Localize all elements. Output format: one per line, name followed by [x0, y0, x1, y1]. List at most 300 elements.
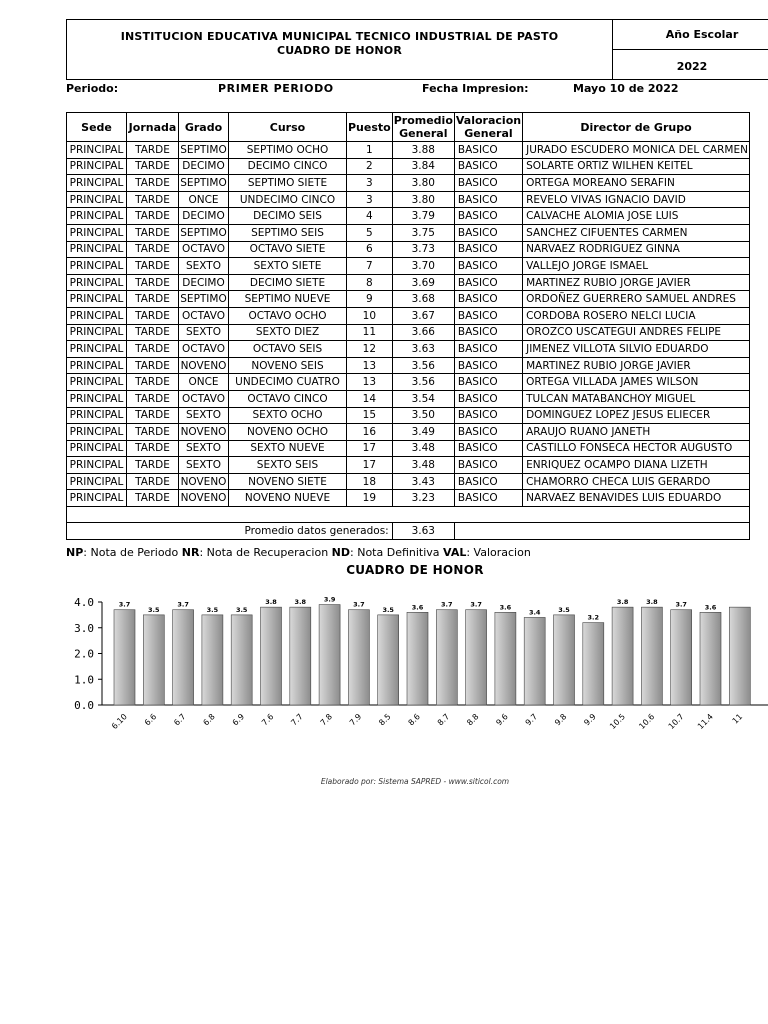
cell-sede: PRINCIPAL [67, 407, 127, 424]
cell-valoracion: BASICO [454, 374, 522, 391]
cell-director: NARVAEZ RODRIGUEZ GINNA [523, 241, 750, 258]
summary-row [67, 523, 750, 540]
legend-val-text: : Valoracion [466, 546, 531, 559]
table-row [67, 175, 750, 192]
cell-valoracion: BASICO [454, 175, 522, 192]
cell-jornada: TARDE [127, 324, 179, 341]
cell-puesto: 8 [347, 274, 393, 291]
cell-puesto: 9 [347, 291, 393, 308]
cell-director: ORTEGA MOREANO SERAFIN [523, 175, 750, 192]
table-row [67, 258, 750, 275]
x-tick-label: 8.6 [406, 712, 422, 728]
cell-sede: PRINCIPAL [67, 158, 127, 175]
report-subtitle: CUADRO DE HONOR [276, 44, 403, 57]
cell-valoracion: BASICO [454, 291, 522, 308]
y-tick-label: 4.0 [74, 596, 94, 609]
cell-grado: NOVENO [179, 490, 229, 507]
cell-valoracion: BASICO [454, 407, 522, 424]
cell-puesto: 2 [347, 158, 393, 175]
spacer-row [67, 507, 750, 523]
cell-curso: NOVENO SIETE [229, 473, 347, 490]
cell-puesto: 4 [347, 208, 393, 225]
table-header-row [67, 113, 750, 142]
bar [641, 607, 662, 705]
cell-puesto: 7 [347, 258, 393, 275]
cell-curso: SEPTIMO NUEVE [229, 291, 347, 308]
bar-value-label: 3.2 [587, 613, 600, 622]
cell-puesto: 17 [347, 457, 393, 474]
bar-value-label: 3.5 [206, 605, 219, 614]
cell-director: JIMENEZ VILLOTA SILVIO EDUARDO [523, 341, 750, 358]
header-year-divider [612, 49, 768, 50]
cell-director: VALLEJO JORGE ISMAEL [523, 258, 750, 275]
cell-director: CASTILLO FONSECA HECTOR AUGUSTO [523, 440, 750, 457]
cell-valoracion: BASICO [454, 258, 522, 275]
bar-value-label: 3.5 [382, 605, 394, 614]
cell-grado: OCTAVO [179, 341, 229, 358]
report-header [66, 19, 768, 80]
cell-puesto: 17 [347, 440, 393, 457]
cell-jornada: TARDE [127, 490, 179, 507]
x-tick-label: 7.8 [318, 712, 335, 728]
cell-director: CORDOBA ROSERO NELCI LUCIA [523, 307, 750, 324]
x-tick-label: 11.4 [695, 712, 715, 732]
fecha-value: Mayo 10 de 2022 [573, 82, 679, 95]
bar-value-label: 3.7 [353, 600, 365, 609]
cell-puesto: 3 [347, 191, 393, 208]
cell-promedio: 3.54 [392, 390, 454, 407]
cell-promedio: 3.80 [392, 175, 454, 192]
cell-jornada: TARDE [127, 457, 179, 474]
cell-curso: UNDECIMO CINCO [229, 191, 347, 208]
cell-jornada: TARDE [127, 407, 179, 424]
legend [66, 546, 531, 559]
cell-curso: SEXTO SEIS [229, 457, 347, 474]
x-tick-label: 9.7 [523, 712, 540, 728]
cell-promedio: 3.88 [392, 142, 454, 159]
cell-director: NARVAEZ BENAVIDES LUIS EDUARDO [523, 490, 750, 507]
summary-empty [454, 523, 749, 540]
honor-bar-chart [60, 590, 768, 740]
cell-valoracion: BASICO [454, 357, 522, 374]
cell-sede: PRINCIPAL [67, 142, 127, 159]
bar [554, 615, 575, 705]
x-tick-label: 10.5 [608, 712, 628, 732]
summary-value: 3.63 [392, 523, 454, 540]
cell-jornada: TARDE [127, 224, 179, 241]
table-row [67, 374, 750, 391]
cell-promedio: 3.48 [392, 440, 454, 457]
cell-valoracion: BASICO [454, 457, 522, 474]
year-label: Año Escolar [665, 28, 739, 41]
cell-puesto: 11 [347, 324, 393, 341]
table-row [67, 241, 750, 258]
cell-curso: NOVENO SEIS [229, 357, 347, 374]
legend-nr-abbr: NR [181, 546, 200, 559]
bar [378, 615, 399, 705]
cell-grado: OCTAVO [179, 307, 229, 324]
bar [700, 612, 721, 705]
footer: Elaborado por: Sistema SAPRED - www.siticol.com [320, 777, 510, 786]
cell-grado: ONCE [179, 191, 229, 208]
cell-sede: PRINCIPAL [67, 258, 127, 275]
cell-puesto: 13 [347, 357, 393, 374]
bar-value-label: 3.5 [148, 605, 160, 614]
x-tick-label: 7.7 [289, 712, 305, 728]
bar [173, 610, 194, 705]
x-tick-label: 10.7 [666, 712, 686, 732]
cell-jornada: TARDE [127, 390, 179, 407]
cell-grado: SEXTO [179, 457, 229, 474]
cell-jornada: TARDE [127, 258, 179, 275]
cell-sede: PRINCIPAL [67, 374, 127, 391]
cell-promedio: 3.69 [392, 274, 454, 291]
cell-sede: PRINCIPAL [67, 357, 127, 374]
bar-value-label: 3.7 [177, 600, 189, 609]
bar-value-label: 3.6 [499, 603, 512, 612]
cell-valoracion: BASICO [454, 473, 522, 490]
cell-sede: PRINCIPAL [67, 224, 127, 241]
cell-promedio: 3.43 [392, 473, 454, 490]
cell-valoracion: BASICO [454, 224, 522, 241]
cell-jornada: TARDE [127, 374, 179, 391]
cell-grado: ONCE [179, 374, 229, 391]
cell-sede: PRINCIPAL [67, 440, 127, 457]
cell-grado: OCTAVO [179, 390, 229, 407]
header-title-block [67, 30, 612, 58]
cell-jornada: TARDE [127, 142, 179, 159]
cell-director: ARAUJO RUANO JANETH [523, 424, 750, 441]
cell-grado: NOVENO [179, 357, 229, 374]
bar-value-label: 3.8 [646, 598, 658, 607]
table-row [67, 357, 750, 374]
cell-puesto: 13 [347, 374, 393, 391]
legend-nd-abbr: ND [331, 546, 351, 559]
col-header-grado: Grado [179, 113, 229, 142]
x-tick-label: 8.8 [465, 712, 481, 728]
cell-grado: SEPTIMO [179, 175, 229, 192]
bar [143, 615, 164, 705]
cell-promedio: 3.70 [392, 258, 454, 275]
x-tick-label: 6.7 [172, 712, 188, 728]
bar-value-label: 3.7 [470, 600, 482, 609]
table-row [67, 291, 750, 308]
cell-sede: PRINCIPAL [67, 424, 127, 441]
bar [671, 610, 692, 705]
col-header-director: Director de Grupo [523, 113, 750, 142]
bar-value-label: 3.5 [235, 605, 248, 614]
y-tick-label: 3.0 [74, 621, 94, 635]
honor-table [66, 112, 750, 540]
table-row [67, 142, 750, 159]
col-header-promedio: Promedio General [393, 114, 453, 140]
table-row [67, 224, 750, 241]
cell-jornada: TARDE [127, 274, 179, 291]
bar-value-label: 3.8 [265, 598, 277, 607]
cell-curso: NOVENO NUEVE [229, 490, 347, 507]
bar [495, 612, 516, 705]
bar [319, 605, 340, 705]
table-row [67, 191, 750, 208]
cell-jornada: TARDE [127, 341, 179, 358]
cell-puesto: 15 [347, 407, 393, 424]
cell-director: REVELO VIVAS IGNACIO DAVID [523, 191, 750, 208]
cell-jornada: TARDE [127, 357, 179, 374]
cell-director: ORTEGA VILLADA JAMES WILSON [523, 374, 750, 391]
col-header-curso: Curso [229, 113, 347, 142]
col-header-sede: Sede [67, 113, 127, 142]
cell-sede: PRINCIPAL [67, 191, 127, 208]
cell-curso: OCTAVO SEIS [229, 341, 347, 358]
cell-curso: SEPTIMO OCHO [229, 142, 347, 159]
bar-value-label: 3.4 [528, 608, 541, 617]
bar [466, 610, 487, 705]
bar [612, 607, 633, 705]
cell-valoracion: BASICO [454, 424, 522, 441]
cell-puesto: 3 [347, 175, 393, 192]
cell-curso: SEPTIMO SIETE [229, 175, 347, 192]
cell-promedio: 3.66 [392, 324, 454, 341]
cell-curso: NOVENO OCHO [229, 424, 347, 441]
x-tick-label: 7.6 [260, 712, 276, 728]
bar [729, 607, 750, 705]
cell-promedio: 3.50 [392, 407, 454, 424]
table-row [67, 324, 750, 341]
cell-valoracion: BASICO [454, 142, 522, 159]
table-row [67, 274, 750, 291]
table-row [67, 208, 750, 225]
cell-director: ORDOÑEZ GUERRERO SAMUEL ANDRES [523, 291, 750, 308]
cell-puesto: 1 [347, 142, 393, 159]
year-value: 2022 [676, 60, 708, 73]
cell-promedio: 3.49 [392, 424, 454, 441]
cell-grado: OCTAVO [179, 241, 229, 258]
legend-nr-text: : Nota de Recuperacion [199, 546, 332, 559]
cell-valoracion: BASICO [454, 341, 522, 358]
cell-jornada: TARDE [127, 191, 179, 208]
cell-jornada: TARDE [127, 175, 179, 192]
cell-promedio: 3.79 [392, 208, 454, 225]
cell-valoracion: BASICO [454, 307, 522, 324]
bar [348, 610, 369, 705]
cell-jornada: TARDE [127, 208, 179, 225]
cell-director: SANCHEZ CIFUENTES CARMEN [523, 224, 750, 241]
cell-jornada: TARDE [127, 440, 179, 457]
x-tick-label: 8.7 [435, 712, 452, 728]
cell-valoracion: BASICO [454, 208, 522, 225]
col-header-puesto: Puesto [347, 113, 393, 142]
bar-value-label: 3.8 [616, 598, 629, 607]
bar-value-label: 3.7 [675, 600, 687, 609]
cell-grado: SEXTO [179, 440, 229, 457]
x-tick-label: 11 [730, 712, 745, 726]
cell-promedio: 3.67 [392, 307, 454, 324]
x-tick-label: 6.10 [109, 712, 129, 732]
bar-value-label: 3.5 [558, 605, 570, 614]
cell-grado: SEPTIMO [179, 291, 229, 308]
cell-sede: PRINCIPAL [67, 341, 127, 358]
cell-sede: PRINCIPAL [67, 324, 127, 341]
cell-sede: PRINCIPAL [67, 291, 127, 308]
cell-puesto: 10 [347, 307, 393, 324]
cell-curso: OCTAVO SIETE [229, 241, 347, 258]
bar [231, 615, 252, 705]
cell-valoracion: BASICO [454, 390, 522, 407]
cell-director: MARTINEZ RUBIO JORGE JAVIER [523, 274, 750, 291]
cell-grado: DECIMO [179, 208, 229, 225]
table-row [67, 457, 750, 474]
bar [436, 610, 457, 705]
bar [114, 610, 135, 705]
cell-puesto: 12 [347, 341, 393, 358]
table-row [67, 341, 750, 358]
cell-grado: SEPTIMO [179, 142, 229, 159]
cell-grado: NOVENO [179, 473, 229, 490]
bar-value-label: 3.7 [118, 600, 131, 609]
cell-promedio: 3.68 [392, 291, 454, 308]
bar-value-label: 3.6 [704, 603, 717, 612]
cell-curso: OCTAVO OCHO [229, 307, 347, 324]
table-row [67, 490, 750, 507]
cell-director: ENRIQUEZ OCAMPO DIANA LIZETH [523, 457, 750, 474]
cell-valoracion: BASICO [454, 324, 522, 341]
x-tick-label: 6.6 [142, 712, 159, 728]
bar-value-label: 3.8 [294, 598, 307, 607]
cell-promedio: 3.73 [392, 241, 454, 258]
cell-director: CALVACHE ALOMIA JOSE LUIS [523, 208, 750, 225]
cell-valoracion: BASICO [454, 274, 522, 291]
cell-sede: PRINCIPAL [67, 457, 127, 474]
chart-title: CUADRO DE HONOR [346, 563, 484, 577]
y-tick-label: 1.0 [74, 673, 94, 687]
cell-grado: SEXTO [179, 407, 229, 424]
cell-grado: SEPTIMO [179, 224, 229, 241]
cell-director: SOLARTE ORTIZ WILHEN KEITEL [523, 158, 750, 175]
cell-puesto: 6 [347, 241, 393, 258]
cell-curso: SEXTO DIEZ [229, 324, 347, 341]
cell-curso: UNDECIMO CUATRO [229, 374, 347, 391]
bar [583, 623, 604, 705]
legend-np-text: : Nota de Periodo [83, 546, 182, 559]
cell-sede: PRINCIPAL [67, 241, 127, 258]
cell-puesto: 19 [347, 490, 393, 507]
cell-sede: PRINCIPAL [67, 473, 127, 490]
x-tick-label: 10.6 [637, 712, 657, 732]
cell-promedio: 3.63 [392, 341, 454, 358]
cell-promedio: 3.75 [392, 224, 454, 241]
cell-curso: SEPTIMO SEIS [229, 224, 347, 241]
cell-director: DOMINGUEZ LOPEZ JESUS ELIECER [523, 407, 750, 424]
cell-jornada: TARDE [127, 473, 179, 490]
cell-promedio: 3.56 [392, 374, 454, 391]
bar-value-label: 3.7 [441, 600, 453, 609]
cell-jornada: TARDE [127, 158, 179, 175]
cell-grado: DECIMO [179, 158, 229, 175]
periodo-label: Periodo: [66, 82, 119, 95]
cell-director: MARTINEZ RUBIO JORGE JAVIER [523, 357, 750, 374]
cell-puesto: 16 [347, 424, 393, 441]
cell-valoracion: BASICO [454, 191, 522, 208]
x-tick-label: 9.8 [553, 712, 569, 728]
cell-sede: PRINCIPAL [67, 175, 127, 192]
y-tick-label: 2.0 [74, 647, 94, 661]
cell-valoracion: BASICO [454, 158, 522, 175]
cell-curso: OCTAVO CINCO [229, 390, 347, 407]
cell-curso: SEXTO NUEVE [229, 440, 347, 457]
table-row [67, 307, 750, 324]
cell-grado: SEXTO [179, 258, 229, 275]
col-header-valoracion: Valoracion General [455, 114, 522, 140]
legend-nd-text: : Nota Definitiva [350, 546, 444, 559]
cell-curso: DECIMO SIETE [229, 274, 347, 291]
cell-puesto: 14 [347, 390, 393, 407]
periodo-value: PRIMER PERIODO [218, 82, 334, 95]
cell-jornada: TARDE [127, 241, 179, 258]
summary-label: Promedio datos generados: [67, 523, 393, 540]
cell-puesto: 18 [347, 473, 393, 490]
bar [407, 612, 428, 705]
bar [524, 617, 545, 705]
table-row [67, 390, 750, 407]
cell-sede: PRINCIPAL [67, 208, 127, 225]
cell-promedio: 3.84 [392, 158, 454, 175]
table-row [67, 407, 750, 424]
fecha-label: Fecha Impresion: [422, 82, 529, 95]
cell-promedio: 3.56 [392, 357, 454, 374]
cell-valoracion: BASICO [454, 241, 522, 258]
cell-curso: SEXTO SIETE [229, 258, 347, 275]
cell-promedio: 3.80 [392, 191, 454, 208]
cell-valoracion: BASICO [454, 490, 522, 507]
table-row [67, 473, 750, 490]
cell-grado: DECIMO [179, 274, 229, 291]
cell-director: CHAMORRO CHECA LUIS GERARDO [523, 473, 750, 490]
bar [261, 607, 282, 705]
cell-sede: PRINCIPAL [67, 490, 127, 507]
cell-director: TULCAN MATABANCHOY MIGUEL [523, 390, 750, 407]
bar [290, 607, 311, 705]
table-row [67, 440, 750, 457]
cell-promedio: 3.23 [392, 490, 454, 507]
cell-valoracion: BASICO [454, 440, 522, 457]
legend-np-abbr: NP [66, 546, 84, 559]
cell-director: OROZCO USCATEGUI ANDRES FELIPE [523, 324, 750, 341]
cell-jornada: TARDE [127, 291, 179, 308]
cell-sede: PRINCIPAL [67, 307, 127, 324]
cell-puesto: 5 [347, 224, 393, 241]
cell-sede: PRINCIPAL [67, 390, 127, 407]
cell-sede: PRINCIPAL [67, 274, 127, 291]
x-tick-label: 8.5 [377, 712, 393, 728]
bar [202, 615, 223, 705]
cell-director: JURADO ESCUDERO MONICA DEL CARMEN [523, 142, 750, 159]
bar-value-label: 3.9 [323, 595, 336, 604]
bar-value-label: 3.6 [411, 603, 424, 612]
cell-grado: NOVENO [179, 424, 229, 441]
cell-curso: SEXTO OCHO [229, 407, 347, 424]
cell-promedio: 3.48 [392, 457, 454, 474]
x-tick-label: 7.9 [347, 712, 364, 728]
y-tick-label: 0.0 [74, 699, 94, 712]
cell-curso: DECIMO CINCO [229, 158, 347, 175]
x-tick-label: 6.8 [201, 712, 217, 728]
school-name: INSTITUCION EDUCATIVA MUNICIPAL TECNICO INDUSTRIAL DE PASTO [120, 30, 559, 43]
table-row [67, 424, 750, 441]
table-row [67, 158, 750, 175]
x-tick-label: 9.6 [494, 712, 510, 728]
cell-jornada: TARDE [127, 424, 179, 441]
x-tick-label: 6.9 [230, 712, 247, 728]
